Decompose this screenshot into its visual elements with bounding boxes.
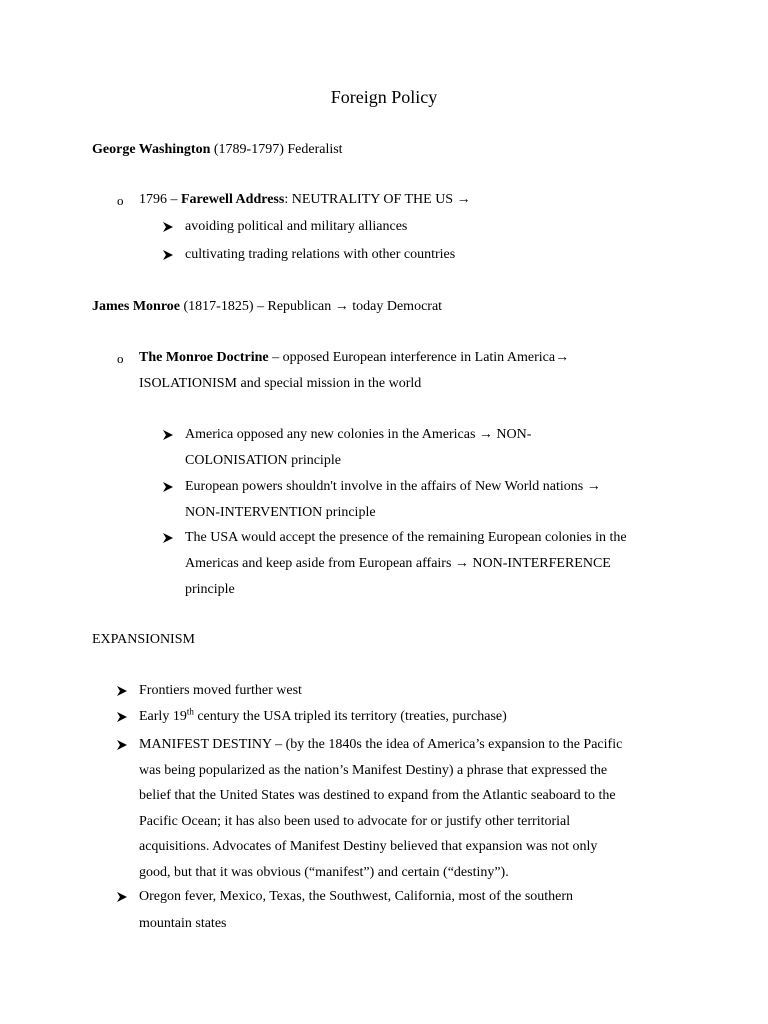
monroe-heading [92,298,442,316]
list-item-continuation: NON-INTERVENTION principle [185,505,376,520]
list-item-continuation: mountain states [139,916,227,931]
monroe-name: James Monroe [92,299,180,314]
arrowhead-bullet-icon [162,529,174,547]
list-item-continuation: acquisitions. Advocates of Manifest Destiny believed that expansion was not only [139,839,598,854]
list-item-continuation: COLONISATION principle [185,453,341,468]
arrowhead-bullet-icon [162,426,174,444]
expansionism-heading: EXPANSIONISM [92,632,195,647]
arrowhead-bullet-icon [116,736,128,754]
arrowhead-bullet-icon [116,888,128,906]
farewell-label: Farewell Address [181,192,285,207]
list-item-continuation: was being popularized as the nation’s Manifest Destiny) a phrase that expressed the [139,763,608,778]
page-title: Foreign Policy [330,87,438,107]
list-item-continuation: Americas and keep aside from European affairs → NON-INTERFERENCE [185,556,611,571]
list-item-continuation: principle [185,582,235,597]
monroe-doctrine-line2: ISOLATIONISM and special mission in the world [139,376,422,391]
century-sup: th [186,706,194,717]
list-item-continuation: Pacific Ocean; it has also been used to advocate for or justify other territorial [139,814,571,829]
washington-details: (1789-1797) Federalist [210,142,343,157]
list-item-continuation: good, but that it was obvious (“manifest”) and certain (“destiny”). [139,865,509,880]
circle-bullet-icon: o [117,351,124,366]
farewell-year: 1796 – [139,192,181,207]
list-item-continuation: belief that the United States was destined to expand from the Atlantic seaboard to the [139,788,616,803]
list-item: Frontiers moved further west [139,683,302,698]
list-item: MANIFEST DESTINY – (by the 1840s the idea of America’s expansion to the Pacific [139,737,623,752]
list-item: Oregon fever, Mexico, Texas, the Southwest, California, most of the southern [139,889,574,904]
century-pre: Early 19 [139,709,187,724]
washington-heading [92,141,343,159]
list-item [139,708,507,726]
monroe-details: (1817-1825) – Republican → today Democrat [180,299,443,314]
farewell-address-item [139,191,471,209]
arrowhead-bullet-icon [116,682,128,700]
monroe-doctrine-rest: – opposed European interference in Latin America→ [268,350,570,365]
list-item: avoiding political and military alliances [185,219,408,234]
arrowhead-bullet-icon [162,478,174,496]
washington-name: George Washington [92,142,211,157]
list-item: cultivating trading relations with other countries [185,247,456,262]
list-item: The USA would accept the presence of the remaining European colonies in the [185,530,627,545]
list-item: European powers shouldn't involve in the affairs of New World nations → [185,479,601,494]
farewell-rest: : NEUTRALITY OF THE US → [284,192,471,207]
arrowhead-bullet-icon [116,708,128,726]
arrowhead-bullet-icon [162,246,174,264]
monroe-doctrine-label: The Monroe Doctrine [139,350,269,365]
list-item: America opposed any new colonies in the Americas → NON- [185,427,532,442]
circle-bullet-icon: o [117,193,124,208]
arrowhead-bullet-icon [162,218,174,236]
monroe-doctrine-item [139,349,569,367]
century-post: century the USA tripled its territory (treaties, purchase) [193,709,507,724]
